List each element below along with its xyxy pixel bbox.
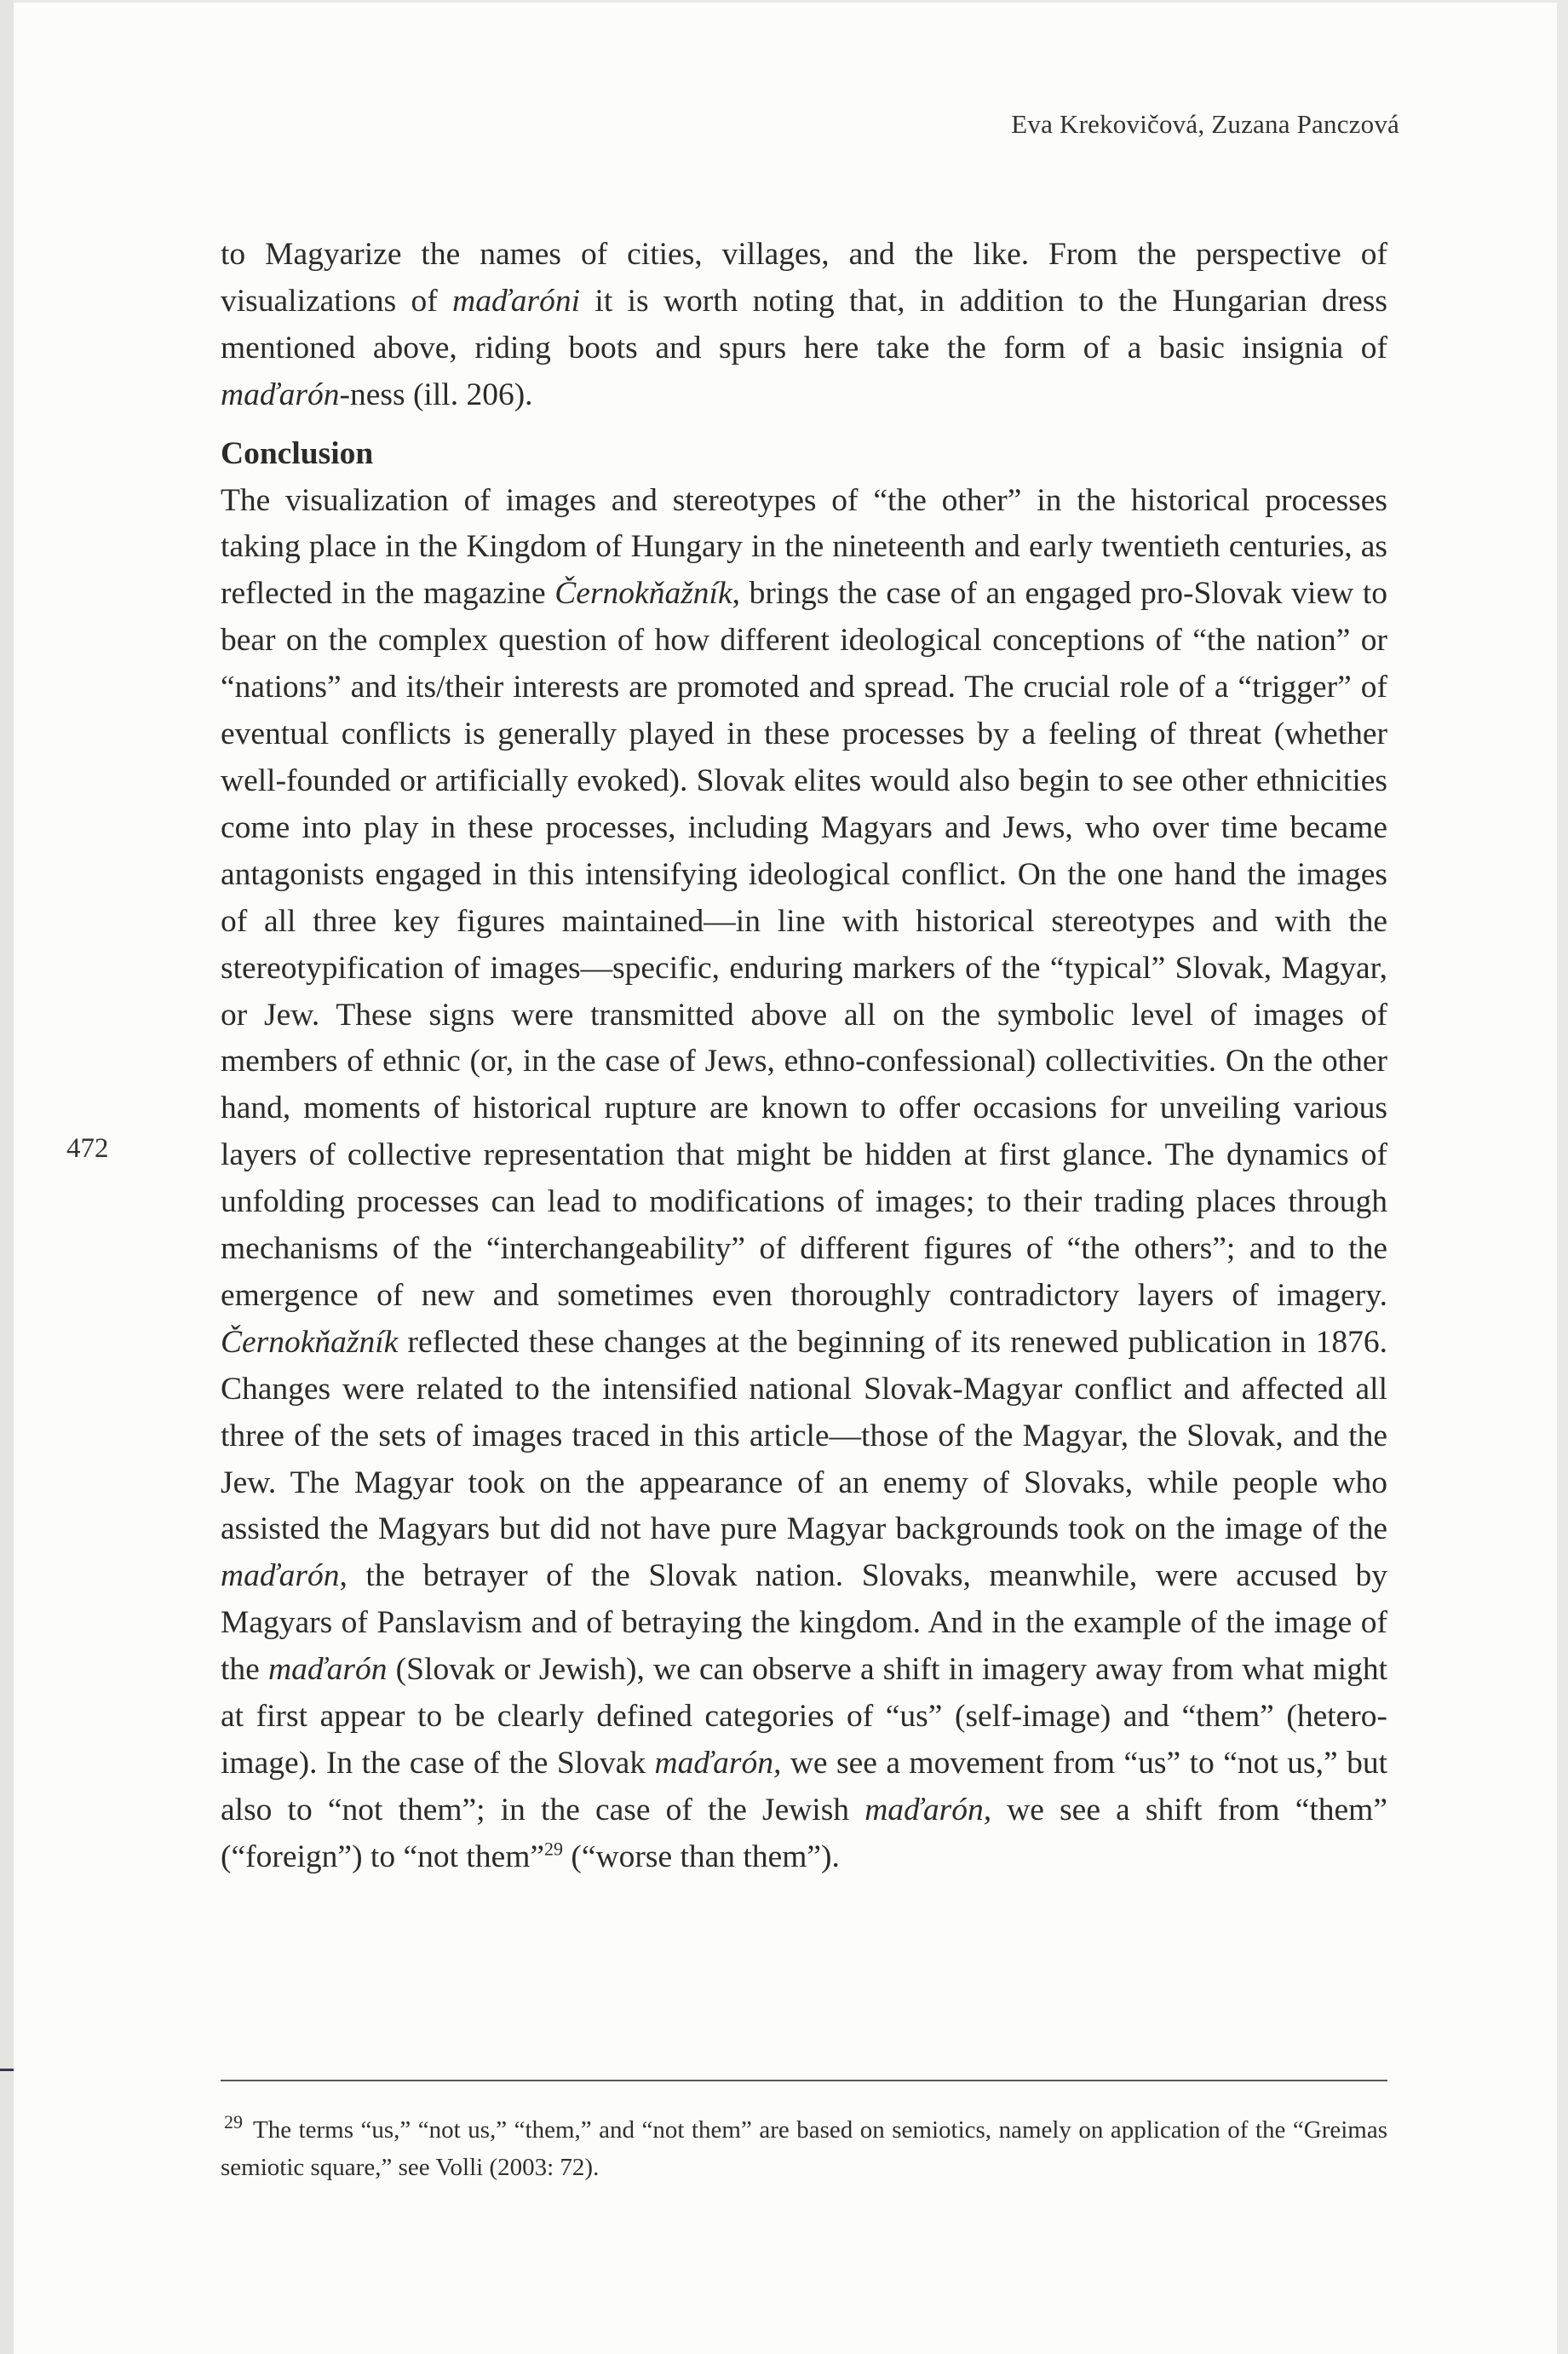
italic-title: Černokňažník [221, 1324, 399, 1360]
italic-term: maďarón [268, 1652, 388, 1688]
footnote-text: The terms “us,” “not us,” “them,” and “not them” are based on semiotics, namely on application of the “Greimas semiotic square,” see Volli (2003: 72). [221, 2116, 1387, 2181]
italic-term: maďarón [221, 1558, 340, 1594]
section-heading: Conclusion [221, 435, 374, 471]
page-number: 472 [66, 1133, 109, 1164]
footnote-divider [221, 2080, 1387, 2081]
italic-term: maďarón, [864, 1792, 992, 1827]
page-left-edge [0, 0, 14, 2354]
running-head: Eva Krekovičová, Zuzana Panczová [1011, 109, 1399, 139]
conclusion-paragraph: The visualization of images and stereotypes of “the other” in the historical processes taking place in the Kingdom of Hungary in the nineteenth and early twentieth centuries, as reflected in the magazine Černokňažník, brings the case of an engaged pro-Slovak view to bear on the complex question of how different ideological conceptions of “the nation” or “nations” and its/their interests are promoted and spread. The crucial role of a “trigger” of eventual conflicts is generally played in these processes by a feeling of threat (whether well-founded or artificially evoked). Slovak elites would also begin to see other ethnicities come into play in these processes, including Magyars and Jews, who over time became antagonists engaged in this intensifying ideological conflict. On the one hand the images of all three key figures maintained—in line with historical stereotypes and with the stereotypification of images—specific, enduring markers of the “typical” Slovak, Magyar, or Jew. These signs were transmitted above all on the symbolic level of images of members of ethnic (or, in the case of Jews, ethno-confessional) collectivities. On the other hand, moments of historical rupture are known to offer occasions for unveiling various layers of collective representation that might be hidden at first glance. The dynamics of unfolding processes can lead to modifications of images; to their trading places through mechanisms of the “interchangeability” of different figures of “the others”; and to the emergence of new and sometimes even thoroughly contradictory layers of imagery. Černokňažník reflected these changes at the beginning of its renewed publication in 1876. Changes were related to the intensified national Slovak-Magyar conflict and affected all three of the sets of images traced in this article—those of the Magyar, the Slovak, and the Jew. The Magyar took on the appearance of an enemy of Slovaks, while people who assisted the Magyars but did not have pure Magyar backgrounds took on the image of the maďarón, the betrayer of the Slovak nation. Slovaks, meanwhile, were accused by Magyars of Panslavism and of betraying the kingdom. And in the example of the image of the maďarón (Slovak or Jewish), we can observe a shift in imagery away from what might at first appear to be clearly defined categories of “us” (self-image) and “them” (hetero-image). In the case of the Slovak maďarón, we see a movement from “us” to “not us,” but also to “not them”; in the case of the Jewish maďarón, we see a shift from “them” (“foreign”) to “not them”$^{29}$ (“worse than them”). [221, 482, 1387, 1874]
italic-term: maďarón, [654, 1746, 782, 1781]
footnote-number: 29 [224, 2111, 243, 2133]
intro-paragraph: to Magyarize the names of cities, villages, and the like. From the perspective of visualizations of maďaróni it is worth noting that, in addition to the Hungarian dress mentioned above, riding boots and spurs here take the form of a basic insignia of maďarón-ness (ill. 206). [221, 237, 1387, 412]
main-text [221, 232, 1387, 1881]
footnote-reference[interactable]: 29 [544, 1838, 564, 1860]
italic-term: maďarón [221, 377, 340, 412]
italic-title: Černokňažník [554, 576, 732, 612]
binding-mark [0, 2069, 14, 2071]
italic-term: maďaróni [452, 283, 581, 319]
footnote [221, 2111, 1387, 2186]
